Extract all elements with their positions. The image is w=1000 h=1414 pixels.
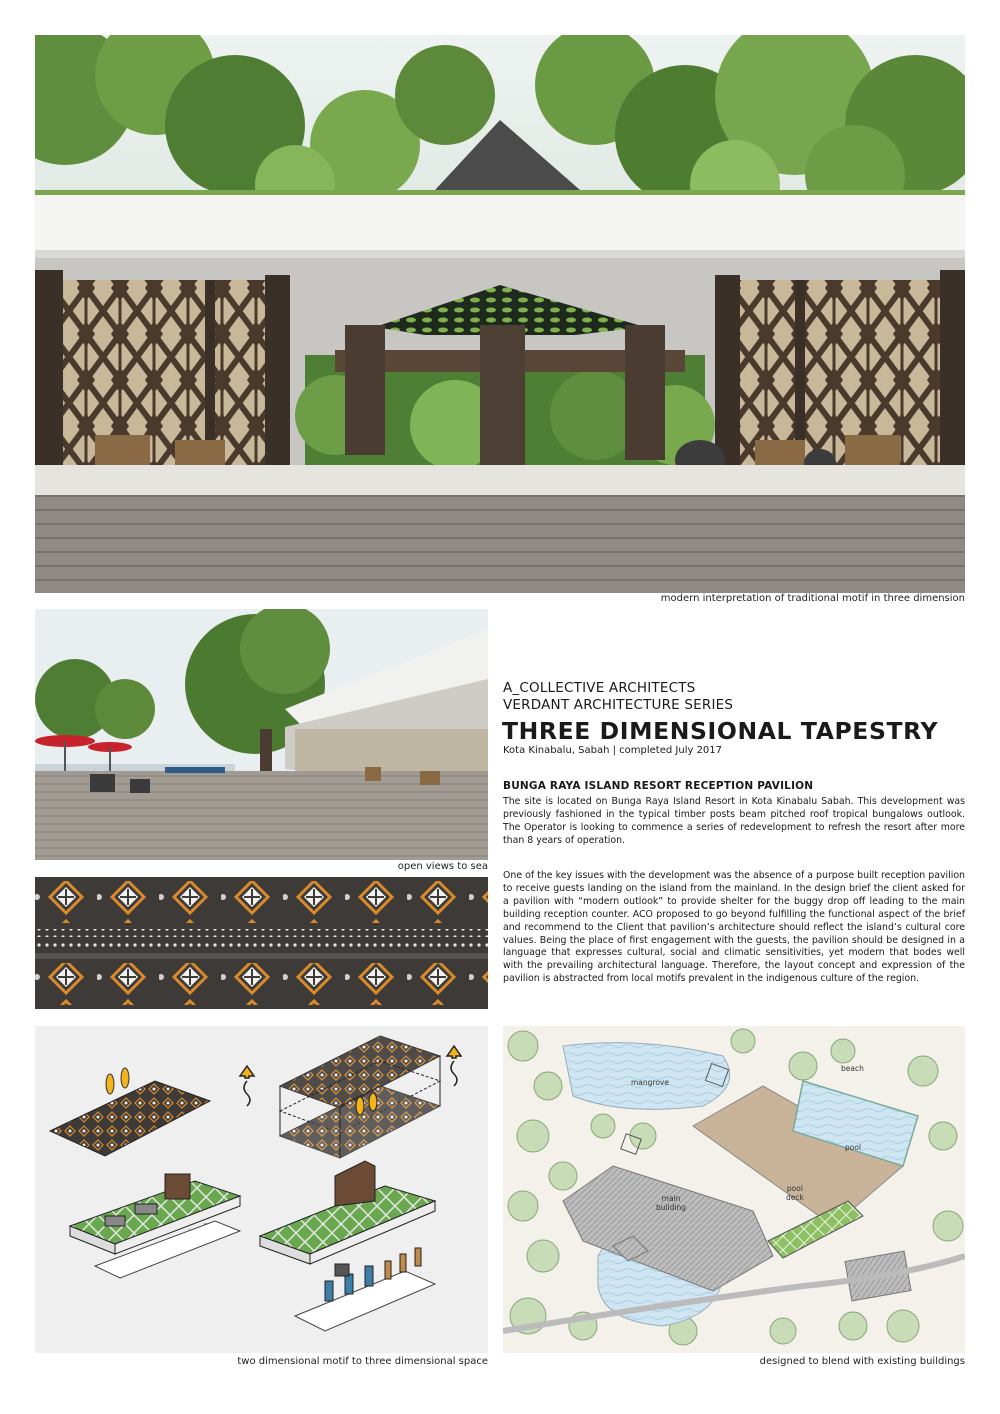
location-line: Kota Kinabalu, Sabah | completed July 2017	[503, 745, 723, 756]
main-building	[563, 1166, 773, 1291]
timber-decking	[35, 495, 965, 593]
paragraph-site: The site is located on Bunga Raya Island Resort in Kota Kinabalu Sabah. This development was previously fashioned in the typical timber posts beam pitched roof tropical bungalows outlook. The Operator is looking to commence a series of redevelopment to refresh the resort after more than 8 years of operation.	[503, 796, 965, 846]
diagram-caption: two dimensional motif to three dimensional space	[237, 1356, 488, 1367]
site-plan-caption: designed to blend with existing buildings	[759, 1356, 965, 1367]
green-roof-model-right	[260, 1161, 435, 1331]
page-title: THREE DIMENSIONAL TAPESTRY	[502, 717, 939, 745]
flat-motif-mat	[50, 1081, 210, 1156]
main-pavilion-photo	[35, 35, 965, 593]
label-mangrove: mangrove	[631, 1078, 669, 1087]
layered-volume	[280, 1036, 440, 1158]
project-subheading: BUNGA RAYA ISLAND RESORT RECEPTION PAVILION	[503, 780, 814, 792]
mangrove-water	[563, 1043, 730, 1110]
paragraph-design: One of the key issues with the development was the absence of a purpose built reception pavilion to receive guests landing on the island from the mainland. In the design brief the client asked for a pavilion with “modern outlook” to provide shelter for the buggy drop off leading to the main building reception counter. ACO proposed to go beyond fulfilling the functional aspect of the brief and recommend to the Client that pavilion’s architecture should reflect the island’s cultural core values. Being the place of first engagement with the guests, the pavilion should be designed in a language that expresses cultural, social and climatic sensitivities, yet modern that bodes well with the prevailing architectural language. Therefore, the layout concept and expression of the pavilion is abstracted from local motifs prevalent in the indigenous culture of the region.	[503, 870, 965, 985]
label-pool: pool	[845, 1143, 862, 1152]
roof-slab	[35, 195, 965, 255]
main-photo-caption: modern interpretation of traditional motif in three dimension	[660, 593, 965, 604]
label-main-building: main building	[656, 1194, 687, 1212]
firm-name: A_COLLECTIVE ARCHITECTS	[503, 680, 696, 696]
series-name: VERDANT ARCHITECTURE SERIES	[503, 697, 734, 713]
firm-block	[503, 680, 733, 714]
lattice-screen-left	[60, 280, 275, 480]
label-beach: beach	[841, 1064, 864, 1073]
site-plan	[503, 1026, 965, 1353]
traditional-motif-pattern	[35, 877, 488, 1009]
motif-to-space-diagram	[35, 1026, 488, 1353]
side-photo-caption: open views to sea	[397, 861, 488, 872]
label-pool-deck: pool deck	[786, 1184, 804, 1202]
open-views-photo	[35, 609, 488, 860]
timber-column	[625, 325, 665, 460]
timber-column	[345, 325, 385, 455]
green-roof-model-left	[70, 1174, 240, 1278]
